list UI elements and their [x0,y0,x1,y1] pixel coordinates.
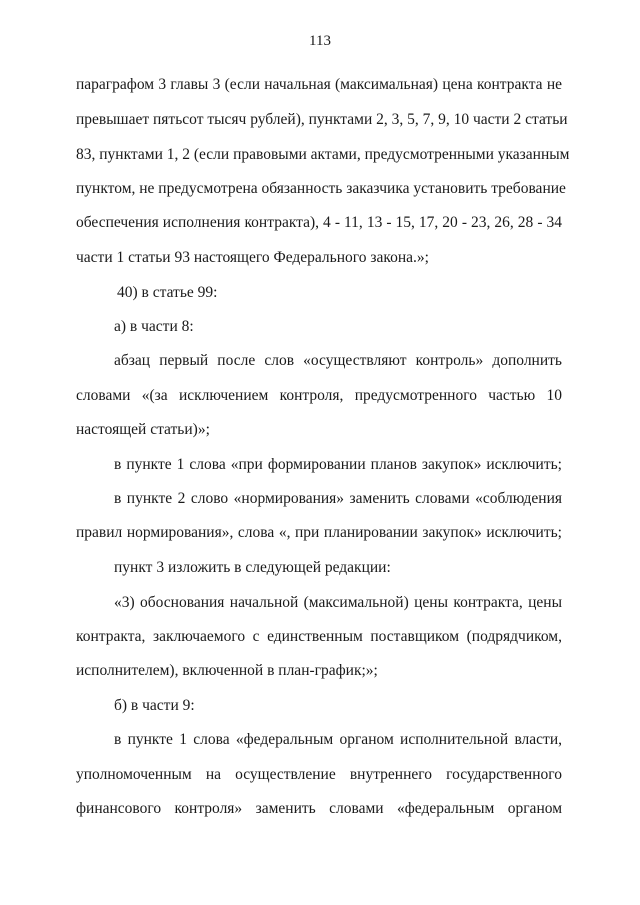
text-line: финансового контроля» заменить словами «федеральным органом [76,800,562,817]
text-line: превышает пятьсот тысяч рублей), пунктами 2, 3, 5, 7, 9, 10 части 2 статьи [76,111,568,128]
text-line: исполнителем), включенной в план-график;»; [76,662,378,679]
text-line: обеспечения исполнения контракта), 4 - 11, 13 - 15, 17, 20 - 23, 26, 28 - 34 [76,214,562,231]
text-line: словами «(за исключением контроля, предусмотренного частью 10 [76,387,562,404]
list-item-heading: 40) в статье 99: [117,284,218,301]
text-line: контракта, заключаемого с единственным поставщиком (подрядчиком, [76,628,562,645]
text-line: в пункте 1 слова «при формировании планов закупок» исключить; [114,456,562,473]
text-line: правил нормирования», слова «, при планировании закупок» исключить; [76,524,562,541]
text-line: абзац первый после слов «осуществляют контроль» дополнить [114,352,562,369]
page-number: 113 [309,33,331,49]
text-line: уполномоченным на осуществление внутреннего государственного [76,766,562,783]
text-line: 83, пунктами 1, 2 (если правовыми актами, предусмотренными указанным [76,146,570,163]
text-line: пунктом, не предусмотрена обязанность заказчика установить требование [76,180,566,197]
text-line: части 1 статьи 93 настоящего Федерального закона.»; [76,249,429,266]
text-line: параграфом 3 главы 3 (если начальная (максимальная) цена контракта не [76,76,562,93]
list-item-heading: а) в части 8: [114,318,194,335]
text-line: настоящей статьи)»; [76,421,210,438]
text-line: в пункте 1 слова «федеральным органом исполнительной власти, [114,731,562,748]
text-line: пункт 3 изложить в следующей редакции: [114,559,391,576]
text-line: в пункте 2 слово «нормирования» заменить словами «соблюдения [114,490,562,507]
list-item-heading: б) в части 9: [114,697,195,714]
text-line: «3) обоснования начальной (максимальной) цены контракта, цены [114,594,562,611]
